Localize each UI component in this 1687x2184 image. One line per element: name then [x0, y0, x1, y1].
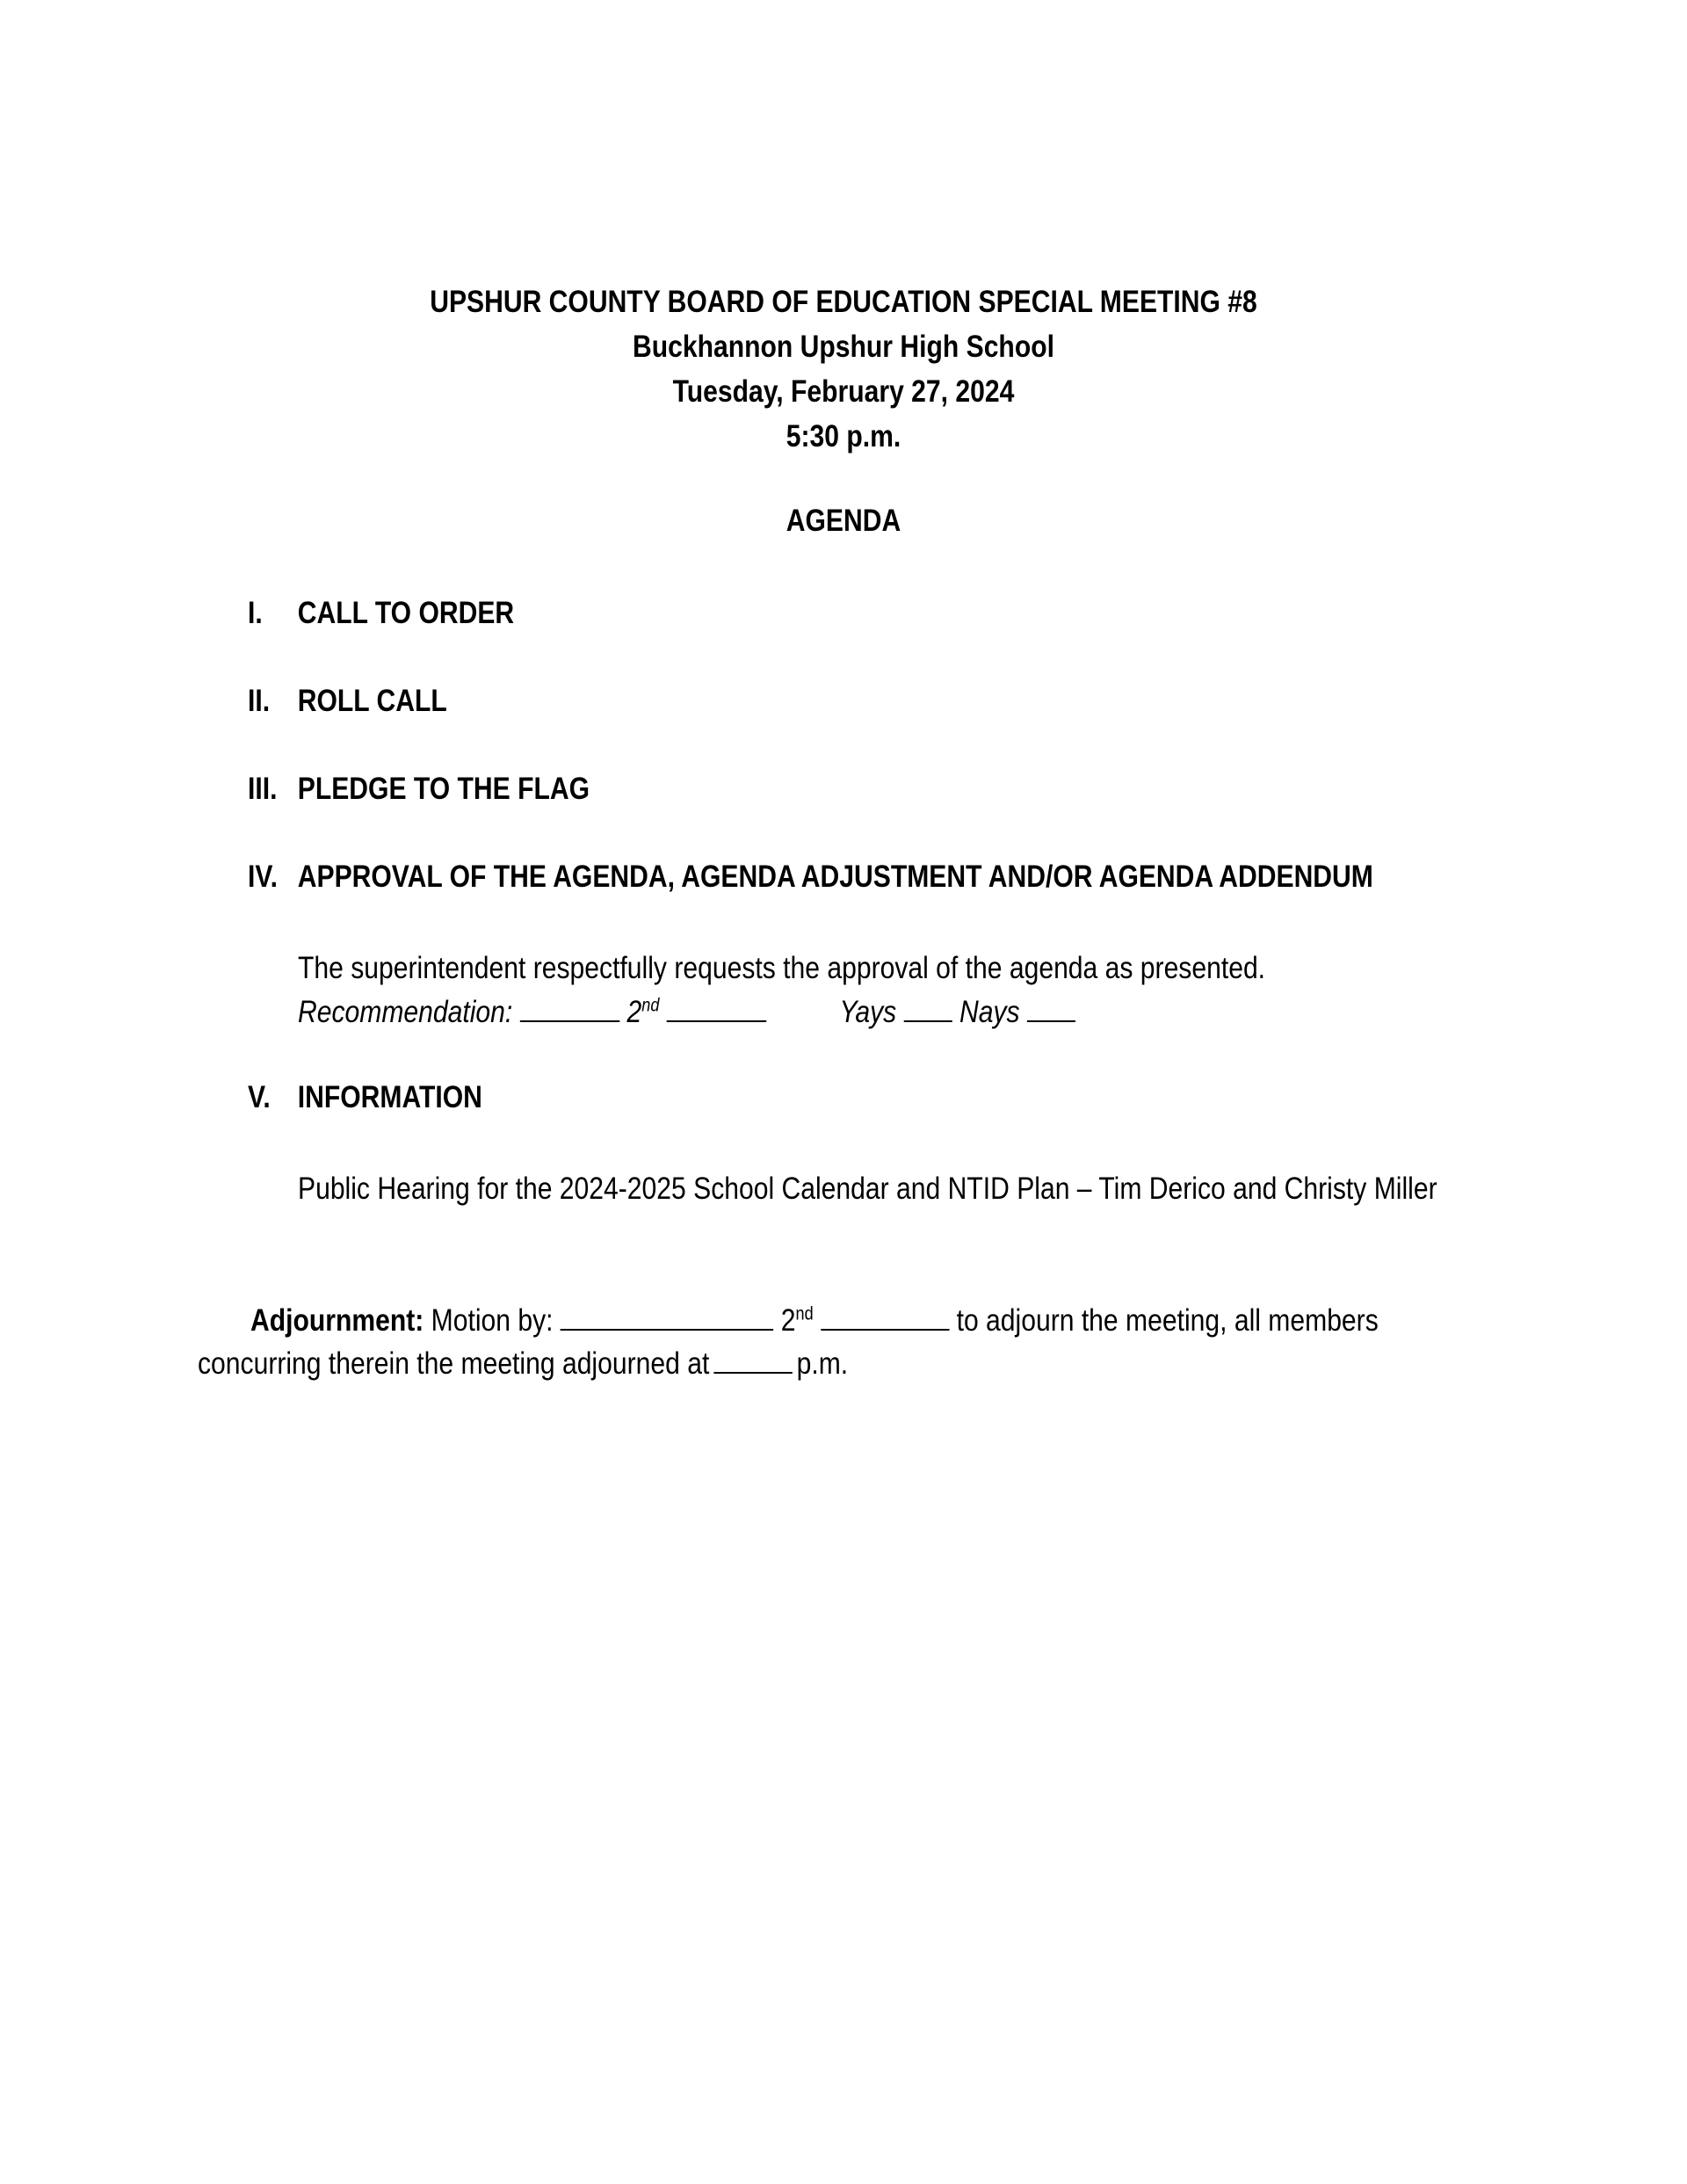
agenda-item-label: APPROVAL OF THE AGENDA, AGENDA ADJUSTMENT AND/OR AGENDA ADDENDUM	[297, 860, 1373, 894]
second-label: 2nd	[626, 995, 660, 1029]
nays-blank[interactable]	[1027, 994, 1075, 1022]
meeting-date: Tuesday, February 27, 2024	[672, 374, 1015, 409]
adjournment-line-1	[250, 1302, 1379, 1339]
agenda-item-label: ROLL CALL	[297, 684, 447, 718]
agenda-item-pledge	[248, 772, 590, 807]
approval-request-text: The superintendent respectfully requests the approval of the agenda as presented.	[298, 951, 1266, 985]
agenda-item-number: I.	[248, 596, 263, 630]
agenda-item-call-to-order	[248, 596, 514, 631]
agenda-item-information	[248, 1080, 482, 1115]
recommendation-blank[interactable]	[520, 994, 620, 1022]
agenda-item-label: PLEDGE TO THE FLAG	[297, 772, 590, 806]
motion-by-blank[interactable]	[561, 1302, 774, 1331]
motion-by-label: Motion by:	[431, 1303, 554, 1338]
yays-blank[interactable]	[904, 994, 952, 1022]
adjournment-line-2	[198, 1346, 848, 1382]
adjournment-tail-text: to adjourn the meeting, all members	[956, 1303, 1379, 1338]
yays-label: Yays	[839, 995, 897, 1029]
agenda-item-label: INFORMATION	[297, 1080, 482, 1114]
adjournment-second-blank[interactable]	[821, 1302, 949, 1331]
meeting-header	[118, 279, 1568, 459]
agenda-item-number: IV.	[248, 860, 279, 894]
adjournment-time-suffix: p.m.	[796, 1346, 849, 1381]
agenda-heading: AGENDA	[786, 504, 901, 538]
recommendation-line	[298, 994, 1075, 1030]
information-text: Public Hearing for the 2024-2025 School Calendar and NTID Plan – Tim Derico and Christy Miller	[298, 1172, 1437, 1206]
agenda-item-roll-call	[248, 684, 447, 719]
meeting-title: UPSHUR COUNTY BOARD OF EDUCATION SPECIAL MEETING #8	[430, 285, 1257, 319]
agenda-item-label: CALL TO ORDER	[297, 596, 515, 630]
agenda-item-number: II.	[248, 684, 271, 718]
nays-label: Nays	[959, 995, 1020, 1029]
agenda-item-number: III.	[248, 772, 278, 806]
meeting-time: 5:30 p.m.	[786, 419, 901, 453]
adjournment-time-blank[interactable]	[713, 1346, 792, 1374]
agenda-item-number: V.	[248, 1080, 271, 1114]
adjournment-label: Adjournment:	[250, 1303, 424, 1338]
agenda-item-approval	[248, 860, 1373, 895]
recommendation-label: Recommendation:	[298, 995, 513, 1029]
second-blank[interactable]	[667, 994, 767, 1022]
meeting-location: Buckhannon Upshur High School	[633, 330, 1054, 364]
adjournment-second-label: 2nd	[780, 1303, 814, 1338]
adjournment-time-prefix: concurring therein the meeting adjourned at	[198, 1346, 710, 1381]
